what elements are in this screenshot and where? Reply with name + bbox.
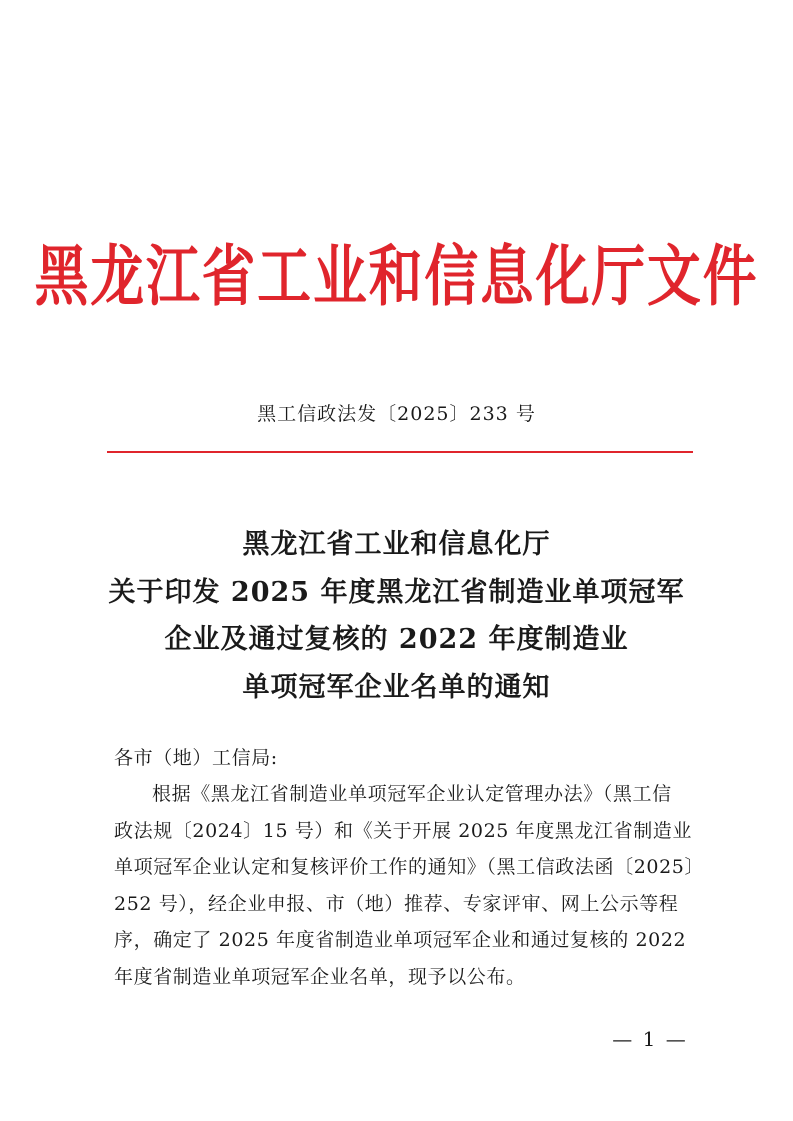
title-line-3: 企业及通过复核的 2022 年度制造业 [164, 624, 629, 655]
body-line-5: 序，确定了 2025 年度省制造业单项冠军企业和通过复核的 2022 [114, 929, 687, 952]
body-line-3: 单项冠军企业认定和复核评价工作的通知》（黑工信政法函〔2025〕 [114, 856, 705, 879]
body-line-2: 政法规〔2024〕15 号）和《关于开展 2025 年度黑龙江省制造业 [114, 819, 693, 842]
title-line-4: 单项冠军企业名单的通知 [242, 671, 551, 703]
body-line-4: 252 号），经企业申报、市（地）推荐、专家评审、网上公示等程 [114, 892, 679, 915]
title-line-2: 关于印发 2025 年度黑龙江省制造业单项冠军 [108, 576, 685, 608]
body-line-6: 年度省制造业单项冠军企业名单，现予以公布。 [114, 965, 526, 988]
salutation: 各市（地）工信局: [114, 747, 278, 769]
body-line-1: 根据《黑龙江省制造业单项冠军企业认定管理办法》（黑工信 [152, 783, 672, 805]
document-title [0, 521, 793, 711]
document-body [114, 740, 705, 996]
masthead-text: 黑龙江省工业和信息化厅文件 [34, 239, 759, 316]
document-number: 黑工信政法发〔2025〕233 号 [257, 403, 536, 425]
body-paragraph [114, 776, 705, 996]
masthead-title [16, 228, 777, 328]
title-line-1: 黑龙江省工业和信息化厅 [242, 529, 551, 560]
red-divider-line [107, 451, 693, 453]
page-number: — 1 — [612, 1027, 688, 1051]
